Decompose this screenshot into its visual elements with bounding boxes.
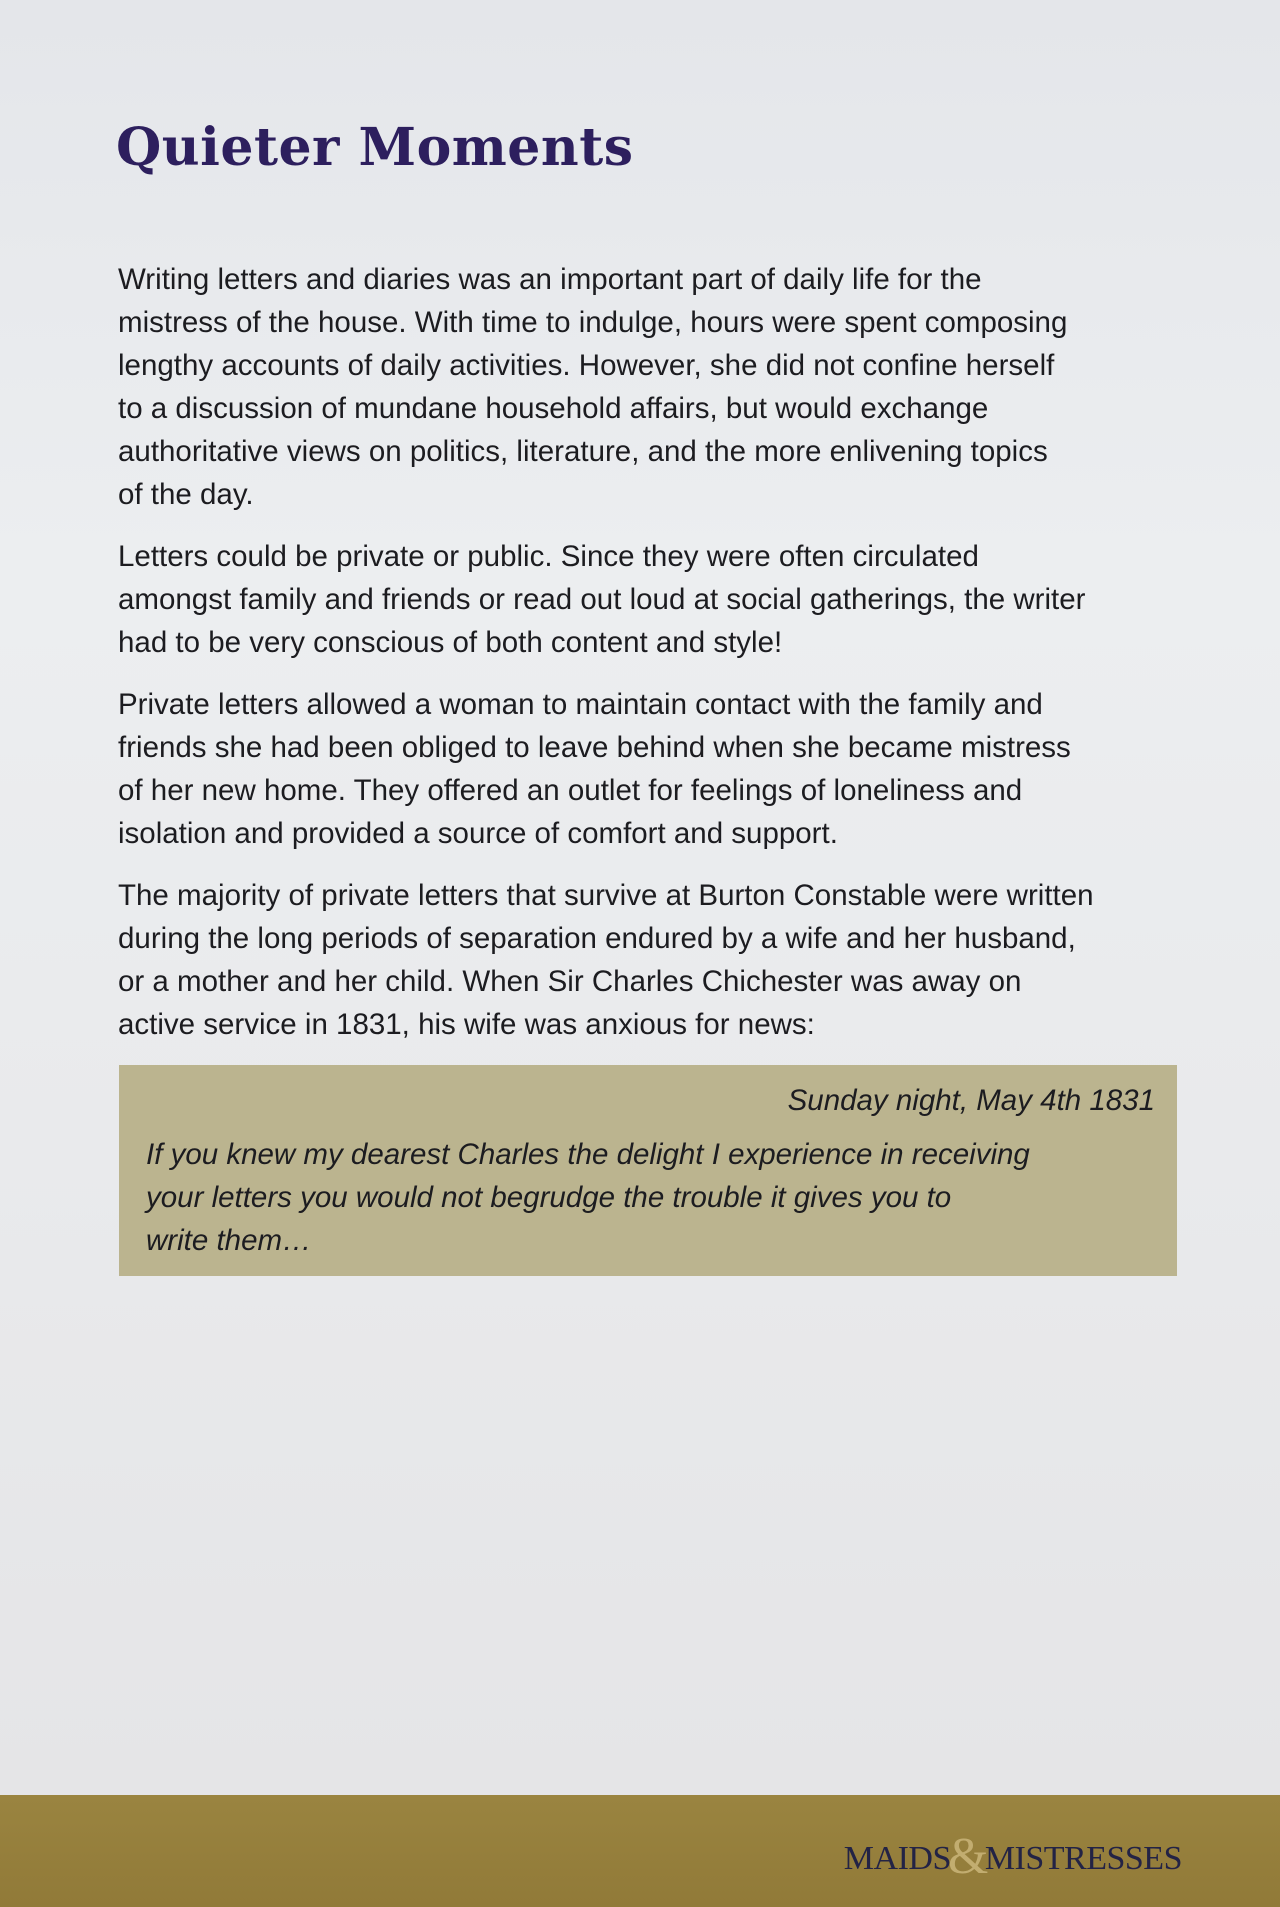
paragraph-2: Letters could be private or public. Since they were often circulated amongst family and friends or read out loud at social gatherings, the writer had to be very conscious of both content and style! [118, 540, 1086, 659]
paragraph-3: Private letters allowed a woman to maintain contact with the family and friends she had been obliged to leave behind when she became mistress of her new home. They offered an outlet for feelings of loneliness and isolation and provided a source of comfort and support. [118, 688, 1071, 850]
maids-and-mistresses-logo [843, 1827, 1182, 1885]
logo-text-mistresses: MISTRESSES [984, 1840, 1182, 1877]
paragraph-1: Writing letters and diaries was an important part of daily life for the mistress of the house. With time to indulge, hours were spent composing lengthy accounts of daily activities. However, she did not confine herself to a discussion of mundane household affairs, but would exchange authoritative views on politics, literature, and the more enlivening topics of the day. [118, 263, 1068, 511]
letter-quote-box [119, 1065, 1177, 1276]
page-title: Quieter Moments [116, 117, 634, 178]
logo-text-maids: MAIDS [843, 1840, 951, 1877]
quote-text: If you knew my dearest Charles the delight I experience in receiving your letters you would not begrudge the trouble it gives you to write them… [146, 1138, 1030, 1257]
paragraph-4: The majority of private letters that survive at Burton Constable were written during the long periods of separation endured by a wife and her husband, or a mother and her child. When Sir Charles Chichester was away on active service in 1831, his wife was anxious for news: [118, 879, 1094, 1041]
footer-band [0, 1795, 1280, 1907]
logo-ampersand: & [947, 1828, 988, 1885]
body-text [118, 258, 1198, 1065]
quote-date: Sunday night, May 4th 1831 [787, 1084, 1155, 1117]
